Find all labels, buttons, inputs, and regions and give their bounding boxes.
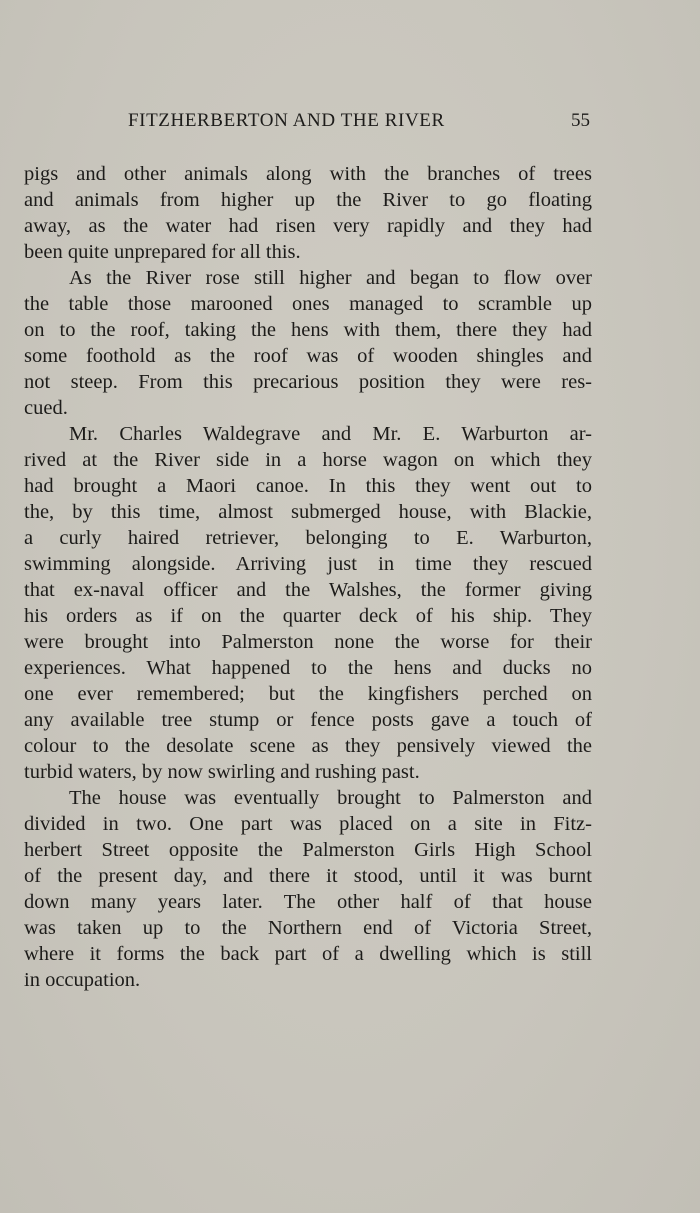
text-line: his orders as if on the quarter deck of his ship. They <box>24 605 592 627</box>
text-line: and animals from higher up the River to go floating <box>24 189 592 211</box>
text-line: on to the roof, taking the hens with them, there they had <box>24 319 592 341</box>
text-line: colour to the desolate scene as they pensively viewed the <box>24 735 592 757</box>
text-line: pigs and other animals along with the branches of trees <box>24 163 592 185</box>
text-line: turbid waters, by now swirling and rushing past. <box>24 761 420 783</box>
body-text <box>24 161 592 993</box>
text-line: rived at the River side in a horse wagon on which they <box>24 449 592 471</box>
page-number: 55 <box>571 110 590 131</box>
paragraph-1 <box>24 161 592 265</box>
text-line: not steep. From this precarious position they were res- <box>24 371 592 393</box>
text-line: one ever remembered; but the kingfishers perched on <box>24 683 592 705</box>
text-line: some foothold as the roof was of wooden shingles and <box>24 345 592 367</box>
text-line: swimming alongside. Arriving just in time they rescued <box>24 553 592 575</box>
text-line: cued. <box>24 397 68 419</box>
text-line: down many years later. The other half of that house <box>24 891 592 913</box>
text-line: been quite unprepared for all this. <box>24 241 301 263</box>
running-title: FITZHERBERTON AND THE RIVER <box>128 110 445 131</box>
text-line: a curly haired retriever, belonging to E. Warburton, <box>24 527 592 549</box>
text-line: divided in two. One part was placed on a site in Fitz- <box>24 813 592 835</box>
text-line: of the present day, and there it stood, until it was burnt <box>24 865 592 887</box>
paragraph-3 <box>24 421 592 785</box>
text-line: the, by this time, almost submerged house, with Blackie, <box>24 501 592 523</box>
text-line: that ex-naval officer and the Walshes, the former giving <box>24 579 592 601</box>
paragraph-4 <box>24 785 592 993</box>
text-line: was taken up to the Northern end of Victoria Street, <box>24 917 592 939</box>
text-line: herbert Street opposite the Palmerston Girls High School <box>24 839 592 861</box>
paragraph-2 <box>24 265 592 421</box>
running-head <box>24 108 592 138</box>
text-line: As the River rose still higher and began to flow over <box>69 267 592 289</box>
text-line: where it forms the back part of a dwelling which is still <box>24 943 592 965</box>
text-line: were brought into Palmerston none the worse for their <box>24 631 592 653</box>
text-line: in occupation. <box>24 969 141 991</box>
text-line: had brought a Maori canoe. In this they went out to <box>24 475 592 497</box>
text-line: away, as the water had risen very rapidly and they had <box>24 215 592 237</box>
text-line: The house was eventually brought to Palmerston and <box>69 787 592 809</box>
text-line: Mr. Charles Waldegrave and Mr. E. Warburton ar- <box>69 423 592 445</box>
text-line: any available tree stump or fence posts gave a touch of <box>24 709 592 731</box>
text-line: experiences. What happened to the hens and ducks no <box>24 657 592 679</box>
text-line: the table those marooned ones managed to scramble up <box>24 293 592 315</box>
